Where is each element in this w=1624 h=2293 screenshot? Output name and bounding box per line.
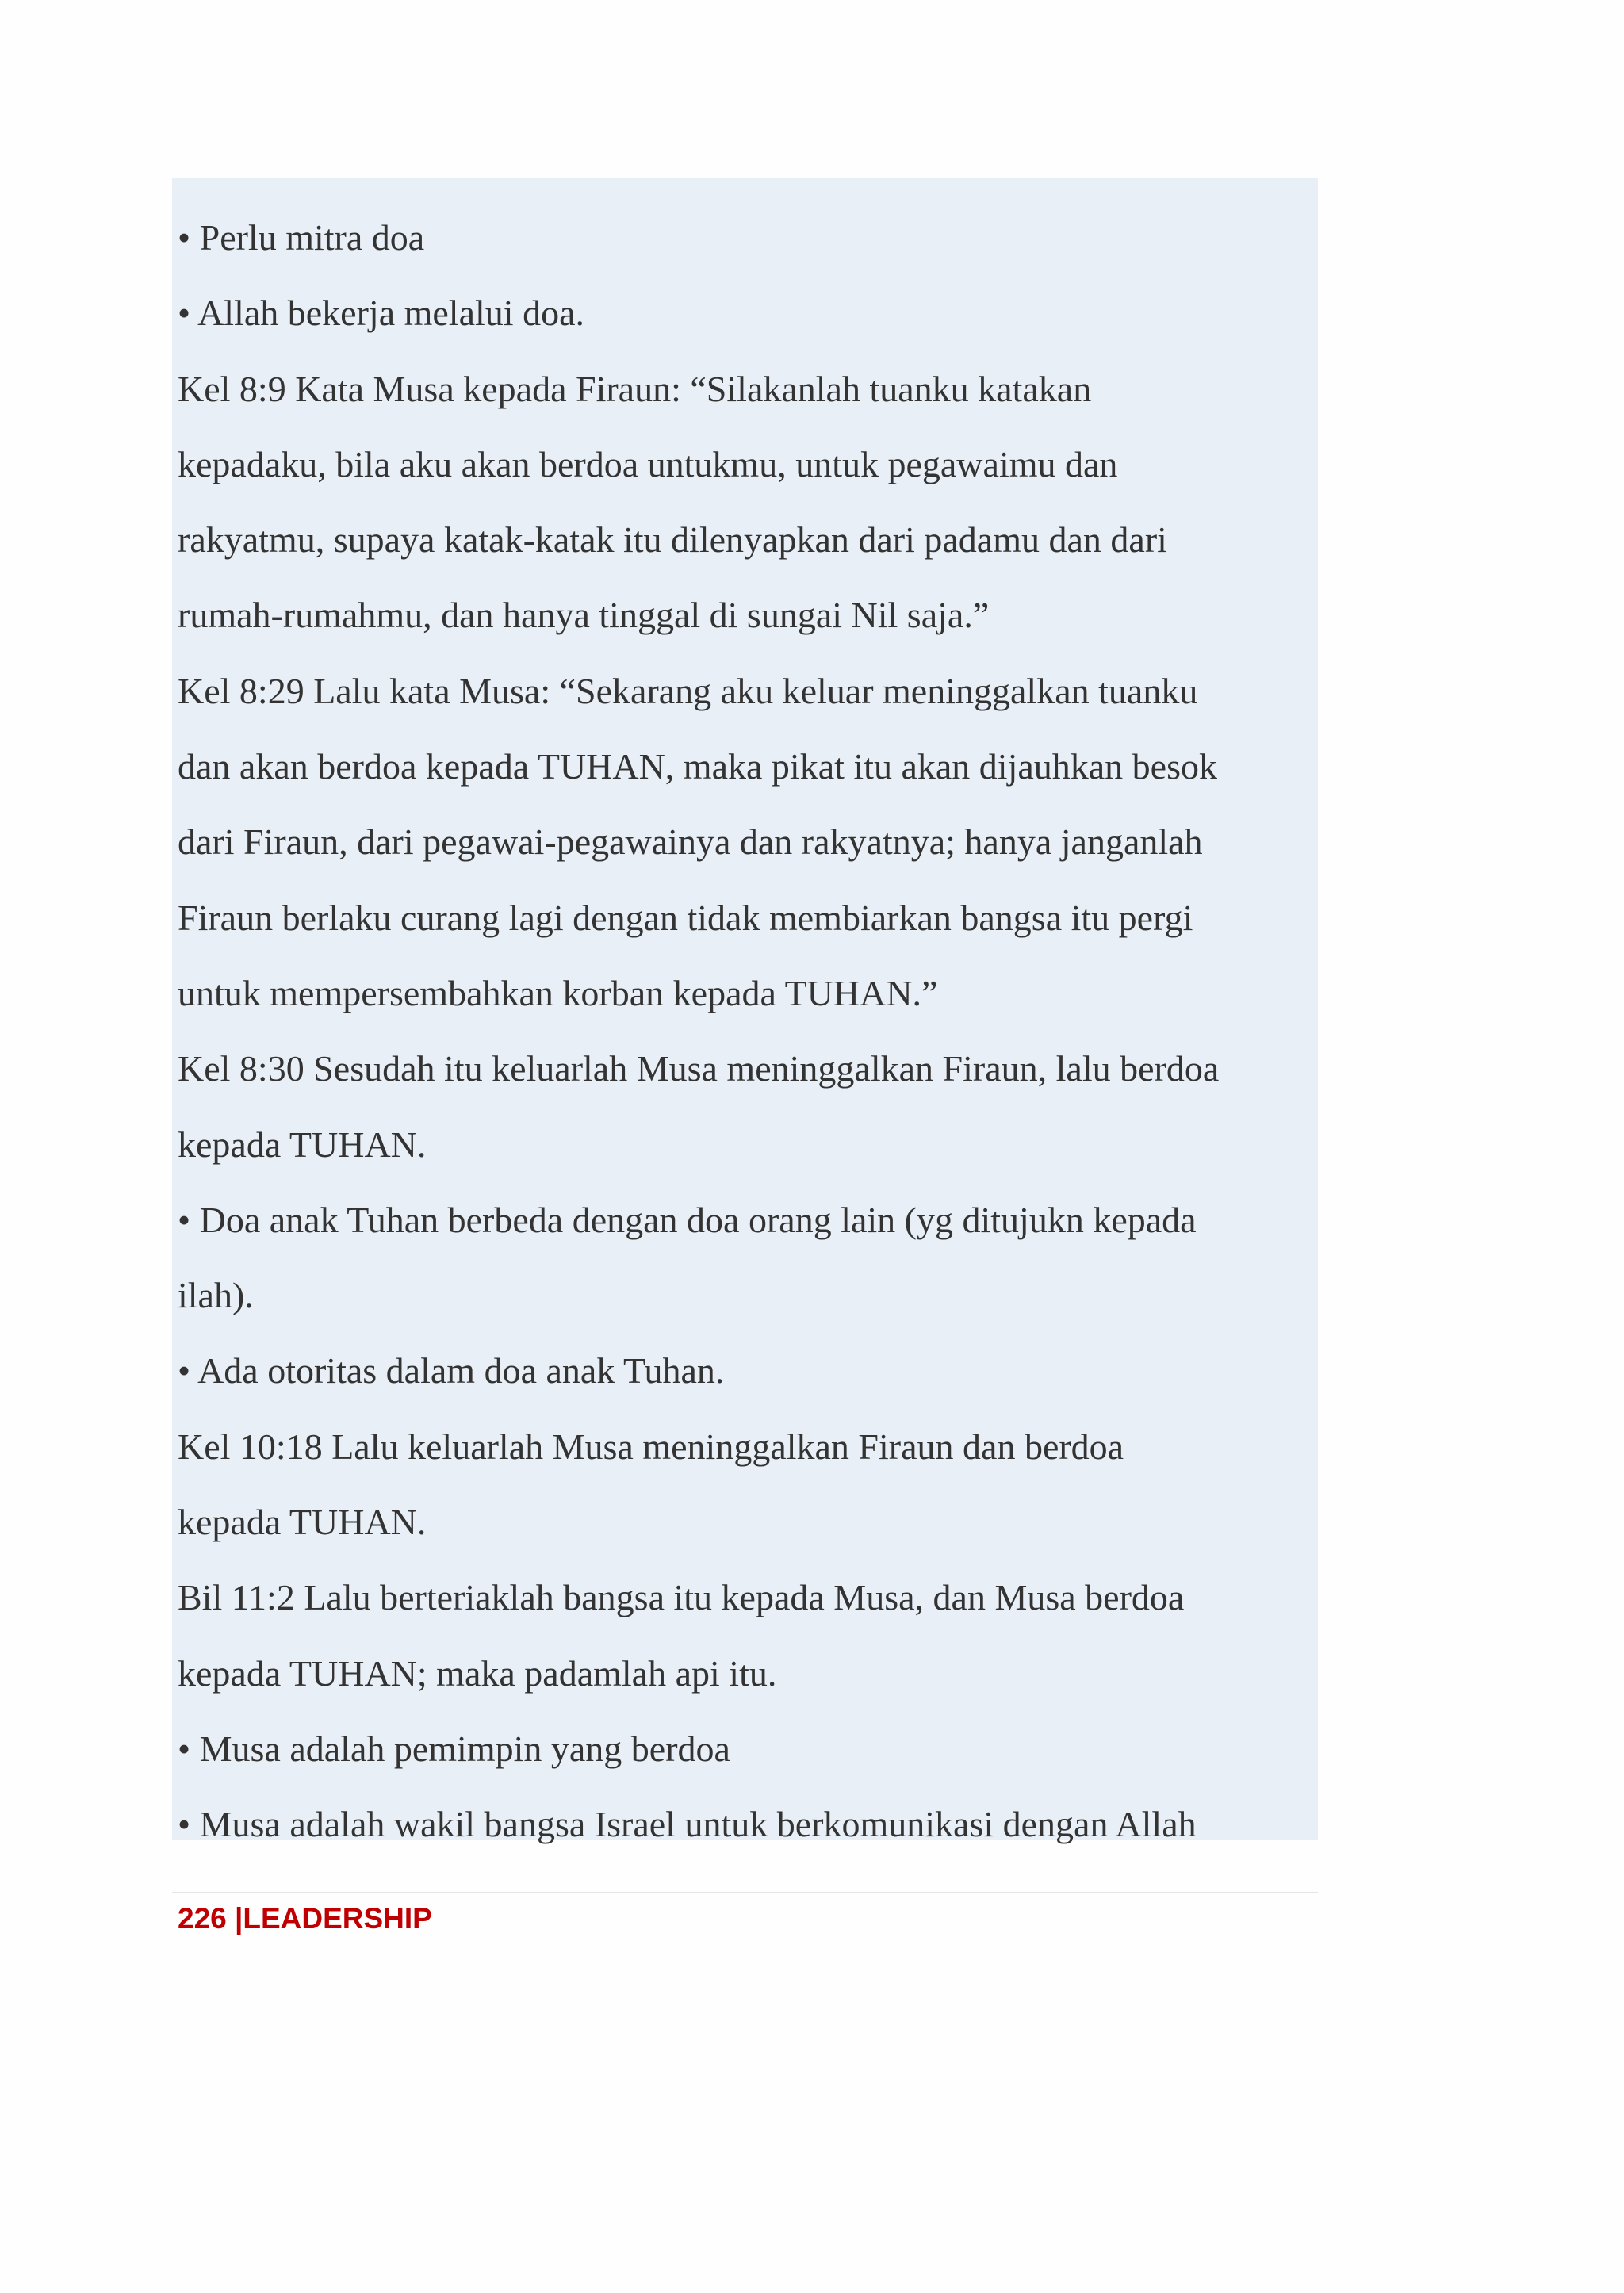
text-line: untuk mempersembahkan korban kepada TUHAN.” (178, 972, 938, 1013)
text-line: dari Firaun, dari pegawai-pegawainya dan rakyatnya; hanya janganlah (178, 821, 1203, 863)
text-line: • Ada otoritas dalam doa anak Tuhan. (178, 1350, 725, 1391)
text-line: rakyatmu, supaya katak-katak itu dilenyapkan dari padamu dan dari (178, 519, 1167, 561)
text-line: Kel 8:9 Kata Musa kepada Firaun: “Silakanlah tuanku katakan (178, 368, 1092, 409)
footer-divider (172, 1892, 1318, 1893)
text-line: kepadaku, bila aku akan berdoa untukmu, untuk pegawaimu dan (178, 443, 1118, 484)
text-line: • Allah bekerja melalui doa. (178, 293, 584, 334)
text-line: Bil 11:2 Lalu berteriaklah bangsa itu kepada Musa, dan Musa berdoa (178, 1577, 1185, 1618)
text-line: • Doa anak Tuhan berbeda dengan doa orang lain (yg ditujukn kepada (178, 1199, 1197, 1240)
text-line: kepada TUHAN; maka padamlah api itu. (178, 1652, 777, 1694)
page-footer: 226 |LEADERSHIP (178, 1902, 432, 1935)
text-line: kepada TUHAN. (178, 1502, 427, 1543)
text-line: ilah). (178, 1275, 254, 1316)
text-line: Kel 8:30 Sesudah itu keluarlah Musa meninggalkan Firaun, lalu berdoa (178, 1048, 1220, 1089)
text-line: Kel 8:29 Lalu kata Musa: “Sekarang aku keluar meninggalkan tuanku (178, 670, 1198, 711)
text-line: kepada TUHAN. (178, 1124, 427, 1165)
text-line: • Perlu mitra doa (178, 217, 425, 258)
text-block (172, 178, 1318, 1845)
text-line: dan akan berdoa kepada TUHAN, maka pikat itu akan dijauhkan besok (178, 746, 1217, 787)
text-line: rumah-rumahmu, dan hanya tinggal di sungai Nil saja.” (178, 595, 990, 636)
text-line: Firaun berlaku curang lagi dengan tidak membiarkan bangsa itu pergi (178, 897, 1193, 938)
text-line: • Musa adalah pemimpin yang berdoa (178, 1728, 730, 1769)
text-lines (178, 200, 1318, 1862)
text-line: Kel 10:18 Lalu keluarlah Musa meninggalkan Firaun dan berdoa (178, 1426, 1124, 1467)
text-line: • Musa adalah wakil bangsa Israel untuk berkomunikasi dengan Allah (178, 1804, 1197, 1845)
